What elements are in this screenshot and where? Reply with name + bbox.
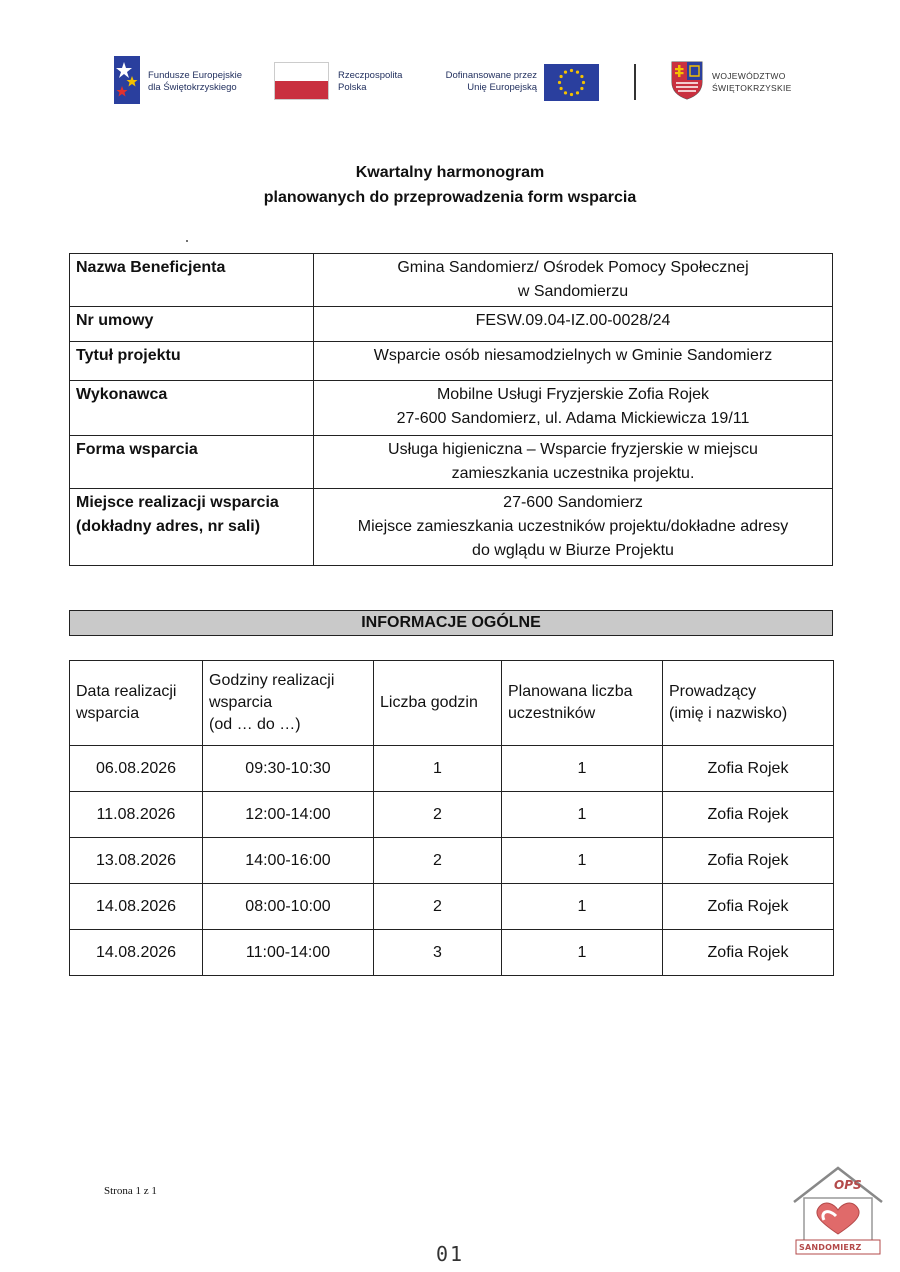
logo-divider [634, 64, 636, 100]
eu-logo-text: Dofinansowane przez Unię Europejską [445, 70, 537, 93]
cell-hours: 12:00-14:00 [203, 792, 374, 838]
poland-flag-icon [274, 62, 329, 100]
cell-date: 14.08.2026 [70, 884, 203, 930]
cell-leader: Zofia Rojek [663, 930, 834, 976]
col-header-date: Data realizacji wsparcia [70, 661, 203, 746]
cell-hours: 11:00-14:00 [203, 930, 374, 976]
info-row-miejsce [70, 489, 833, 566]
info-row-forma [70, 436, 833, 489]
info-key: Tytuł projektu [70, 342, 314, 381]
speck [186, 240, 188, 242]
cell-hours: 14:00-16:00 [203, 838, 374, 884]
cell-count: 3 [374, 930, 502, 976]
title-line-1: Kwartalny harmonogram [355, 164, 545, 181]
project-info-table [69, 253, 833, 566]
fundusze-europejskie-logo [112, 56, 277, 106]
table-row [70, 838, 834, 884]
cell-count: 1 [374, 746, 502, 792]
cell-count: 2 [374, 792, 502, 838]
cell-date: 13.08.2026 [70, 838, 203, 884]
info-key: Nazwa Beneficjenta [70, 254, 314, 307]
col-header-participants: Planowana liczba uczestników [502, 661, 663, 746]
document-title [0, 160, 900, 210]
cell-participants: 1 [502, 838, 663, 884]
table-row [70, 884, 834, 930]
info-value: 27-600 Sandomierz Miejsce zamieszkania uczestników projektu/dokładne adresy do wglądu w Biurze Projektu [314, 489, 833, 566]
fe-stars-icon [114, 56, 144, 104]
rzeczpospolita-logo [274, 56, 414, 106]
cell-count: 2 [374, 884, 502, 930]
cell-participants: 1 [502, 930, 663, 976]
ops-sandomierz-stamp [790, 1162, 886, 1260]
eu-logo [432, 56, 607, 106]
coat-of-arms-icon [670, 60, 704, 100]
eu-flag-icon [544, 64, 599, 101]
info-row-nr-umowy [70, 307, 833, 342]
col-header-count: Liczba godzin [374, 661, 502, 746]
info-value: FESW.09.04-IZ.00-0028/24 [314, 307, 833, 342]
cell-leader: Zofia Rojek [663, 838, 834, 884]
title-line-2: planowanych do przeprowadzenia form wsparcia [263, 189, 637, 206]
cell-leader: Zofia Rojek [663, 884, 834, 930]
cell-count: 2 [374, 838, 502, 884]
cell-participants: 1 [502, 884, 663, 930]
stamp-ops-text: OPS [834, 1178, 862, 1192]
wojewodztwo-logo [670, 56, 795, 106]
cell-participants: 1 [502, 792, 663, 838]
cell-hours: 09:30-10:30 [203, 746, 374, 792]
info-value: Usługa higieniczna – Wsparcie fryzjerskie w miejscu zamieszkania uczestnika projektu. [314, 436, 833, 489]
col-header-leader: Prowadzący (imię i nazwisko) [663, 661, 834, 746]
cell-participants: 1 [502, 746, 663, 792]
info-row-beneficjent [70, 254, 833, 307]
info-row-tytul [70, 342, 833, 381]
cell-hours: 08:00-10:00 [203, 884, 374, 930]
schedule-table [69, 660, 834, 976]
cell-leader: Zofia Rojek [663, 746, 834, 792]
schedule-header-row [70, 661, 834, 746]
page-footer: Strona 1 z 1 [104, 1185, 157, 1197]
info-row-wykonawca [70, 381, 833, 436]
logo-strip [112, 56, 792, 106]
info-value: Wsparcie osób niesamodzielnych w Gminie Sandomierz [314, 342, 833, 381]
page-number: 01 [435, 1242, 465, 1266]
cell-date: 06.08.2026 [70, 746, 203, 792]
info-key: Nr umowy [70, 307, 314, 342]
info-value: Mobilne Usługi Fryzjerskie Zofia Rojek 27-600 Sandomierz, ul. Adama Mickiewicza 19/11 [314, 381, 833, 436]
pl-logo-text: Rzeczpospolita Polska [338, 70, 403, 93]
info-key: Wykonawca [70, 381, 314, 436]
table-row [70, 930, 834, 976]
table-row [70, 746, 834, 792]
table-row [70, 792, 834, 838]
stamp-sandomierz-text: SANDOMIERZ [799, 1243, 862, 1252]
info-key: Miejsce realizacji wsparcia (dokładny adres, nr sali) [70, 489, 314, 566]
section-header: INFORMACJE OGÓLNE [69, 610, 833, 636]
cell-leader: Zofia Rojek [663, 792, 834, 838]
cell-date: 14.08.2026 [70, 930, 203, 976]
info-value: Gmina Sandomierz/ Ośrodek Pomocy Społecznej w Sandomierzu [314, 254, 833, 307]
fe-logo-text: Fundusze Europejskie dla Świętokrzyskiego [148, 70, 242, 93]
info-key: Forma wsparcia [70, 436, 314, 489]
col-header-hours: Godziny realizacji wsparcia (od … do …) [203, 661, 374, 746]
cell-date: 11.08.2026 [70, 792, 203, 838]
sw-logo-text: WOJEWÓDZTWO ŚWIĘTOKRZYSKIE [712, 71, 792, 93]
